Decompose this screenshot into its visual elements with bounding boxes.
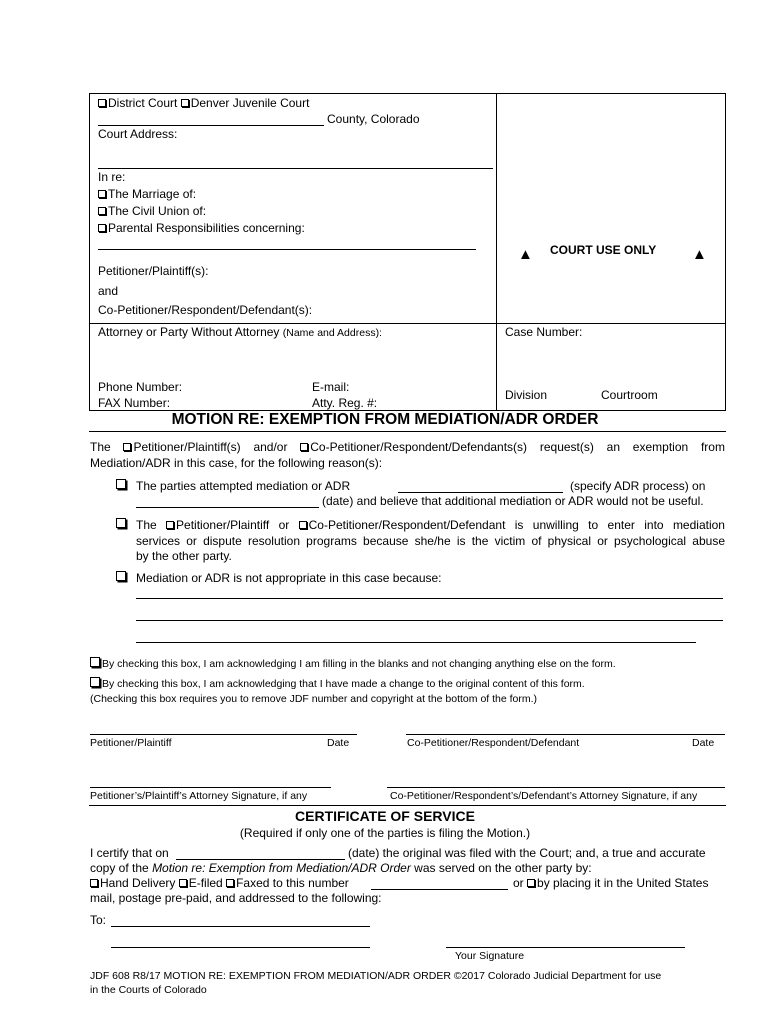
county-blank[interactable]: [98, 125, 324, 126]
cert-line-2: [90, 861, 592, 875]
ack-1-checkbox[interactable]: [90, 657, 100, 667]
intro-petitioner-checkbox[interactable]: [123, 443, 131, 451]
faxed-label: Faxed to this number: [236, 876, 349, 890]
petitioner-date-label: Date: [327, 737, 350, 749]
reason-2-co-option: [299, 518, 506, 532]
district-court-label: District Court: [108, 96, 178, 110]
footer-line-1: JDF 608 R8/17 MOTION RE: EXEMPTION FROM MEDIATION/ADR ORDER ©2017 Colorado Judicial Department for use: [90, 970, 662, 982]
reason-3-blank[interactable]: [136, 642, 696, 643]
fax-number-blank[interactable]: [371, 889, 508, 890]
civil-union-checkbox[interactable]: [98, 207, 106, 215]
ack-option-1: [90, 657, 616, 670]
ack-note: (Checking this box requires you to remove JDF number and copyright at the bottom of the form.): [90, 693, 538, 705]
parties-blank[interactable]: [98, 249, 476, 250]
reason-1-text-c: (date) and believe that additional mediation or ADR would not be useful.: [322, 494, 704, 508]
reason-3-blank[interactable]: [136, 598, 723, 599]
intro-copet-option: [300, 440, 527, 454]
petitioner-label: Petitioner/Plaintiff(s):: [98, 264, 209, 278]
district-court-checkbox[interactable]: [98, 99, 106, 107]
reason-1-checkbox[interactable]: [116, 479, 126, 489]
intro-copet-checkbox[interactable]: [300, 443, 308, 451]
filing-date-blank[interactable]: [176, 859, 345, 860]
certificate-title: CERTIFICATE OF SERVICE: [295, 808, 475, 824]
phone-label: Phone Number:: [98, 380, 183, 394]
attorney-sub-label: (Name and Address):: [282, 327, 382, 339]
reason-2-petitioner-option: [166, 518, 269, 532]
intro-andor: and/or: [253, 440, 288, 454]
division-label: Division: [505, 388, 548, 402]
reason-2-line-2: services or dispute resolution programs because she/he is the victim of physical or psychological abuse: [136, 534, 725, 548]
email-label: E-mail:: [312, 380, 350, 394]
parental-checkbox[interactable]: [98, 224, 106, 232]
marriage-label: The Marriage of:: [108, 187, 197, 201]
co-petitioner-signature-line[interactable]: [406, 734, 725, 735]
courtroom-label: Courtroom: [601, 388, 658, 402]
intro-line-1: [90, 440, 725, 454]
reason-1-text-b: (specify ADR process) on: [570, 479, 706, 493]
reason-2-co-checkbox[interactable]: [299, 521, 307, 529]
cert-line-1b: (date) the original was filed with the Court; and, a true and accurate: [348, 846, 706, 860]
court-use-only: COURT USE ONLY: [550, 243, 657, 257]
ack-2-text: By checking this box, I am acknowledging that I have made a change to the original content of this form.: [102, 678, 585, 690]
attorney-heading: [98, 325, 382, 339]
intro-petitioner-label: Petitioner/Plaintiff(s): [133, 440, 241, 454]
co-attorney-signature-line[interactable]: [387, 787, 725, 788]
atty-reg-label: Atty. Reg. #:: [312, 396, 378, 410]
faxed-checkbox[interactable]: [226, 879, 234, 887]
up-arrow-icon: ▲: [518, 246, 533, 263]
pet-attorney-signature-label: Petitioner’s/Plaintiff’s Attorney Signature, if any: [90, 790, 308, 802]
or-label: or: [513, 876, 524, 890]
certificate-subtitle: (Required if only one of the parties is filing the Motion.): [239, 826, 531, 840]
caption-divider: [496, 93, 497, 411]
intro-line-2: Mediation/ADR in this case, for the following reason(s):: [90, 456, 383, 470]
and-label: and: [98, 284, 119, 298]
reason-3-checkbox[interactable]: [116, 571, 126, 581]
reason-2-line-3: by the other party.: [136, 549, 232, 563]
intro-petitioner-option: [123, 440, 240, 454]
reason-3-blank[interactable]: [136, 620, 723, 621]
marriage-checkbox[interactable]: [98, 190, 106, 198]
caption-attorney-rule: [89, 323, 726, 324]
co-attorney-signature-label: Co-Petitioner/Respondent’s/Defendant’s Attorney Signature, if any: [390, 790, 698, 802]
hand-delivery-checkbox[interactable]: [90, 879, 98, 887]
reason-2-petitioner-label: Petitioner/Plaintiff: [176, 518, 270, 532]
cert-line-2a: copy of the: [90, 861, 149, 875]
reason-2-line-1: [136, 518, 725, 532]
marriage-option: [98, 187, 196, 201]
adr-date-blank[interactable]: [136, 507, 319, 508]
co-petitioner-date-label: Date: [692, 737, 715, 749]
efiled-label: E-filed: [188, 876, 223, 890]
petitioner-signature-label: Petitioner/Plaintiff: [90, 737, 172, 749]
ack-1-text: By checking this box, I am acknowledging I am filling in the blanks and not changing anything else on the form.: [102, 658, 616, 670]
cert-line-1a: I certify that on: [90, 846, 169, 860]
to-blank[interactable]: [111, 926, 370, 927]
intro-copet-label: Co-Petitioner/Respondent/Defendants(s): [310, 440, 528, 454]
form-title: MOTION RE: EXEMPTION FROM MEDIATION/ADR ORDER: [171, 411, 599, 428]
ack-2-checkbox[interactable]: [90, 677, 100, 687]
mail-option: [513, 876, 708, 890]
reason-2-or: or: [278, 518, 290, 532]
co-petitioner-signature-label: Co-Petitioner/Respondent/Defendant: [407, 737, 580, 749]
parental-option: [98, 221, 305, 235]
court-address-label: Court Address:: [98, 127, 178, 141]
service-methods: [90, 876, 349, 890]
petitioner-signature-line[interactable]: [90, 734, 357, 735]
reason-2-rest: is unwilling to enter into mediation: [514, 518, 725, 532]
co-petitioner-label: Co-Petitioner/Respondent/Defendant(s):: [98, 303, 313, 317]
attorney-label: Attorney or Party Without Attorney: [98, 325, 280, 339]
civil-union-label: The Civil Union of:: [108, 204, 207, 218]
reason-2-co-label: Co-Petitioner/Respondent/Defendant: [308, 518, 506, 532]
adr-process-blank[interactable]: [398, 492, 563, 493]
efiled-checkbox[interactable]: [179, 879, 187, 887]
civil-union-option: [98, 204, 206, 218]
cert-line-2b: was served on the other party by:: [414, 861, 592, 875]
title-rule: [89, 431, 726, 432]
mail-checkbox[interactable]: [527, 879, 535, 887]
reason-3-text: Mediation or ADR is not appropriate in this case because:: [136, 571, 442, 585]
to-label: To:: [90, 913, 107, 927]
to-blank[interactable]: [111, 947, 370, 948]
parental-label: Parental Responsibilities concerning:: [108, 221, 305, 235]
mail-label: by placing it in the United States: [537, 876, 709, 890]
county-label: County, Colorado: [327, 112, 420, 126]
denver-juvenile-label: Denver Juvenile Court: [190, 96, 310, 110]
pet-attorney-signature-line[interactable]: [90, 787, 331, 788]
fax-label: FAX Number:: [98, 396, 171, 410]
cert-document-title: Motion re: Exemption from Mediation/ADR Order: [152, 861, 411, 875]
intro-request: request(s) an exemption from: [539, 440, 725, 454]
ack-option-2: [90, 677, 585, 690]
up-arrow-icon: ▲: [692, 246, 707, 263]
section-rule: [89, 805, 726, 806]
reason-2-the: The: [136, 518, 157, 532]
denver-juvenile-checkbox[interactable]: [181, 99, 189, 107]
court-selection: [98, 96, 309, 110]
cert-line-4: mail, postage pre-paid, and addressed to the following:: [90, 891, 382, 905]
intro-the: The: [90, 440, 111, 454]
reason-1-text-a: The parties attempted mediation or ADR: [136, 479, 351, 493]
your-signature-label: Your Signature: [455, 950, 525, 962]
court-address-rule: [98, 168, 493, 169]
reason-2-petitioner-checkbox[interactable]: [166, 521, 174, 529]
hand-delivery-label: Hand Delivery: [100, 876, 176, 890]
in-re-label: In re:: [98, 170, 126, 184]
case-number-label: Case Number:: [505, 325, 583, 339]
your-signature-line[interactable]: [446, 947, 685, 948]
reason-2-checkbox[interactable]: [116, 518, 126, 528]
footer-line-2: in the Courts of Colorado: [90, 984, 207, 996]
